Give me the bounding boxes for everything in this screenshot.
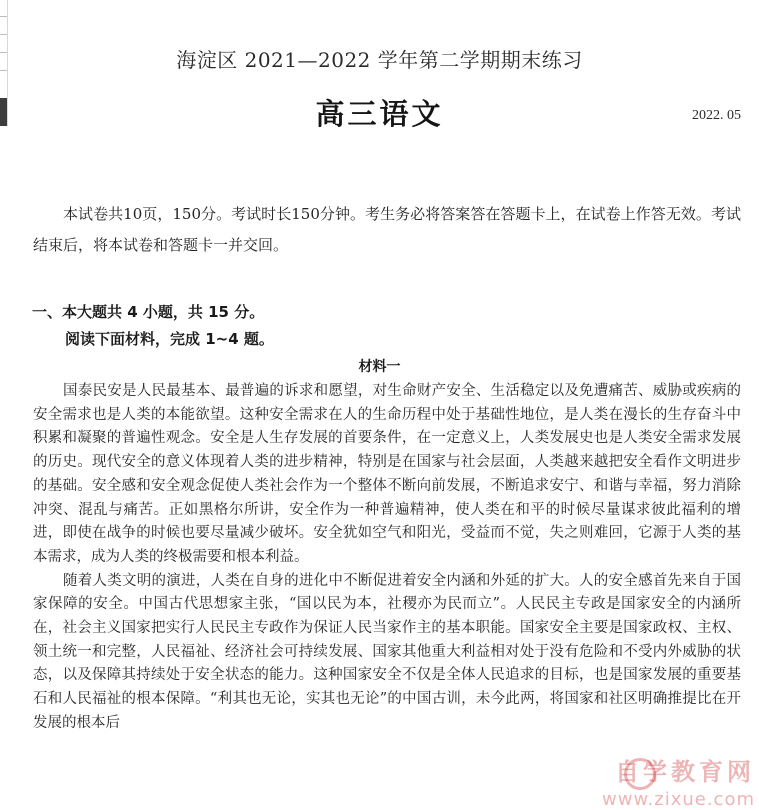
exam-date: 2022. 05 — [692, 108, 741, 123]
watermark-url: www.zixue.com — [602, 789, 755, 810]
material-body — [33, 380, 741, 736]
material-paragraph: 随着人类文明的演进，人类在自身的进化中不断促进着安全内涵和外延的扩大。人的安全感首先来自于国家保障的安全。中国古代思想家主张，“国以民为本，社稷亦为民而立”。人民民主专政是国家安全的内涵所在，社会主义国家把实行人民民主专政作为保证人民当家作主的基本职能。国家安全主要是国家政权、主权、领土统一和完整，人民福祉、经济社会可持续发展、国家其他重大利益相对处于没有危险和不受内外威胁的状态，以及保障其持续处于安全状态的能力。这种国家安全不仅是全体人民追求的目标，也是国家发展的重要基石和人民福祉的根本保障。“利其也无论，实其也无论”的中国古训，未今此两，将国家和社区明确推提比在开发展的根本后 — [33, 572, 741, 731]
section-heading: 一、本大题共 4 小题，共 15 分。 — [32, 303, 265, 321]
exam-title: 海淀区 2021—2022 学年第二学期期末练习 — [176, 48, 583, 72]
section-directions: 阅读下面材料，完成 1~4 题。 — [65, 330, 274, 348]
watermark — [602, 752, 755, 810]
material-paragraph: 国泰民安是人民最基本、最普遍的诉求和愿望，对生命财产安全、生活稳定以及免遭痛苦、威胁或疾病的安全需求也是人类的本能欲望。这种安全需求在人的生命历程中处于基础性地位，是人类在漫长的生存奋斗中积累和凝聚的普遍性观念。安全是人生存发展的首要条件，在一定意义上，人类发展史也是人类安全需求发展的历史。现代安全的意义体现着人类的进步精神，特别是在国家与社会层面，人类越来越把安全看作文明进步的基础。安全感和安全观念促使人类社会作为一个整体不断向前发展，不断追求安宁、和谐与幸福，努力消除冲突、混乱与痛苦。正如黑格尔所讲，安全作为一种普遍精神，使人类在和平的时候尽量谋求彼此福利的增进，即使在战争的时候也要尽量减少破坏。安全犹如空气和阳光，受益而不觉，失之则难回，它源于人类的基本需求，成为人类的终极需要和根本利益。 — [33, 383, 741, 565]
material-title: 材料一 — [358, 359, 401, 375]
watermark-text: 自学教育网 — [615, 758, 755, 786]
subject-title: 高三语文 — [315, 97, 444, 131]
margin-tick — [0, 16, 7, 17]
margin-tick — [0, 34, 7, 35]
exam-instructions: 本试卷共10页，150分。考试时长150分钟。考生务必将答案答在答题卡上，在试卷上作答无效。考试结束后，将本试卷和答题卡一并交回。 — [33, 205, 741, 254]
